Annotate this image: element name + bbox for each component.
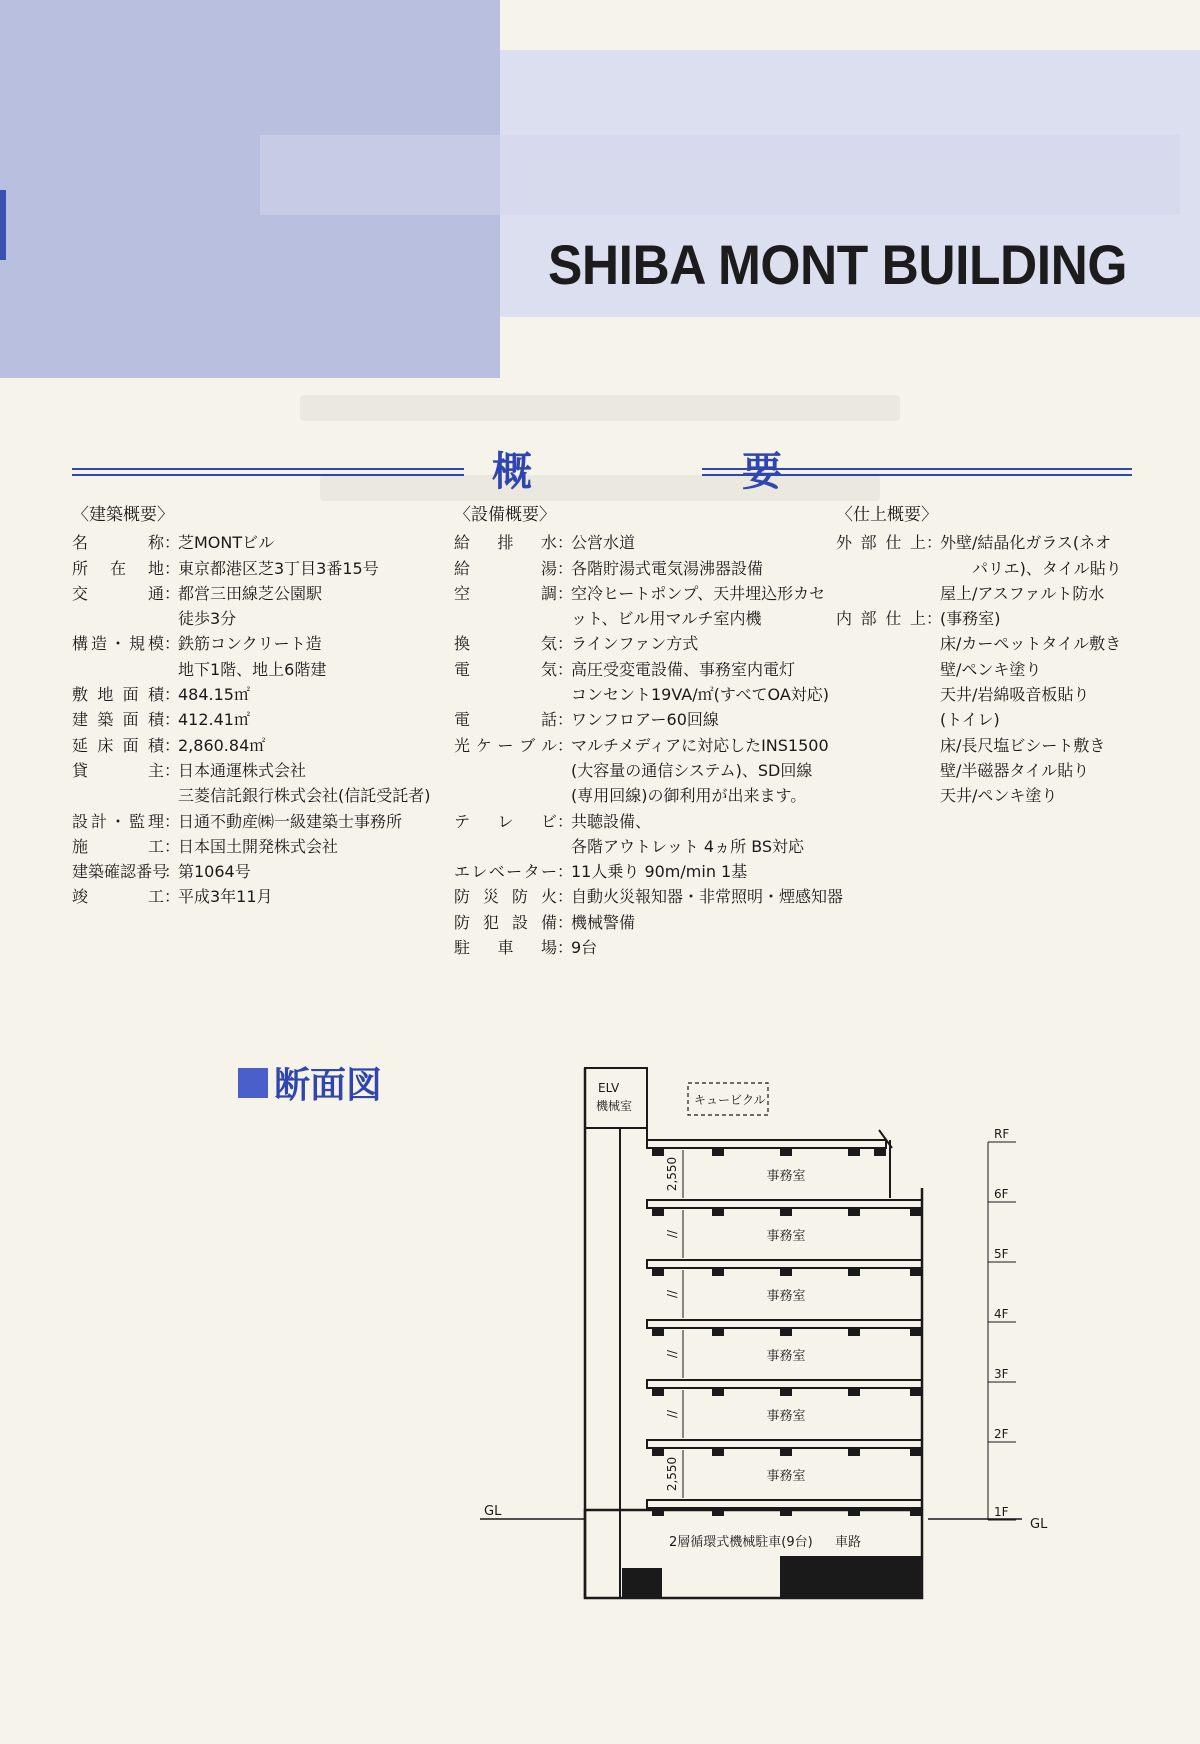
spec-colon: ： — [164, 583, 181, 603]
spec-value-continued: 床/カーペットタイル敷き — [940, 634, 1122, 654]
spec-colon: ： — [557, 634, 574, 654]
spec-colon: ： — [164, 862, 181, 882]
elv-machine-room — [585, 1068, 647, 1128]
beam — [712, 1328, 724, 1336]
height-dimension-label: // — [665, 1289, 679, 1299]
spec-label: 給 湯 — [454, 558, 557, 578]
spec-value: 日本通運株式会社 — [178, 760, 307, 780]
beam — [712, 1268, 724, 1276]
spec-label: 電 気 — [454, 659, 557, 679]
spec-value-continued: パリエ)、タイル貼り — [940, 558, 1122, 578]
spec-value: 第1064号 — [178, 862, 251, 882]
spec-colon: ： — [164, 558, 181, 578]
spec-value-continued: 徒歩3分 — [178, 609, 237, 629]
beam — [652, 1208, 664, 1216]
spec-value: 日本国土開発株式会社 — [178, 836, 339, 856]
beam — [780, 1148, 792, 1156]
spec-value: 空冷ヒートポンプ、天井埋込形カセ — [571, 583, 826, 603]
spec-colon: ： — [557, 558, 574, 578]
gl-label-right: GL — [1030, 1517, 1048, 1532]
office-room-label: 事務室 — [766, 1469, 806, 1484]
office-room-label: 事務室 — [766, 1229, 806, 1244]
floor-slab — [647, 1320, 922, 1328]
spec-colon: ： — [557, 912, 574, 932]
spec-value-continued: 天井/岩綿吸音板貼り — [940, 685, 1090, 705]
spec-value: 日通不動産㈱一級建築士事務所 — [178, 811, 403, 831]
spec-value: ワンフロアー60回線 — [571, 710, 719, 730]
height-dimension-label: // — [665, 1349, 679, 1359]
spec-label: 名 称 — [72, 533, 164, 553]
floor-label: 6F — [994, 1187, 1009, 1201]
floor-labels — [988, 1127, 1016, 1520]
cubicle-label: キュービクル — [694, 1093, 766, 1107]
office-room-label: 事務室 — [766, 1409, 806, 1424]
spec-colon: ： — [164, 760, 181, 780]
beam — [652, 1148, 664, 1156]
spec-colon: ： — [557, 811, 574, 831]
floor-slabs — [647, 1140, 922, 1516]
spec-value: (事務室) — [940, 609, 1001, 629]
spec-value-continued: 壁/ペンキ塗り — [940, 659, 1042, 679]
spec-value-continued: 三菱信託銀行株式会社(信託受託者) — [178, 786, 431, 806]
spec-value: 11人乗り 90m/min 1基 — [571, 862, 748, 882]
spec-label: 外 部 仕 上 — [836, 533, 926, 553]
building-overview-heading: 〈建築概要〉 — [72, 505, 174, 525]
spec-colon: ： — [557, 938, 574, 958]
equipment-overview-heading: 〈設備概要〉 — [454, 505, 556, 525]
floor-slab — [647, 1440, 922, 1448]
spec-value: 各階貯湯式電気湯沸器設備 — [571, 558, 764, 578]
spec-value-continued: ット、ビル用マルチ室内機 — [571, 609, 762, 629]
spec-value-continued: 屋上/アスファルト防水 — [940, 583, 1105, 603]
spec-colon: ： — [557, 533, 574, 553]
spec-label: 防 犯 設 備 — [454, 912, 557, 932]
spec-value: 鉄筋コンクリート造 — [178, 634, 322, 654]
parking-label: 2層循環式機械駐車(9台) — [669, 1535, 813, 1550]
spec-value-continued: (大容量の通信システム)、SD回線 — [571, 760, 813, 780]
spec-label: 電 話 — [454, 710, 557, 730]
beam — [910, 1208, 922, 1216]
spec-colon: ： — [164, 836, 181, 856]
heading-char: 要 — [742, 449, 782, 495]
office-room-label: 事務室 — [766, 1169, 806, 1184]
spec-colon: ： — [164, 811, 181, 831]
spec-colon: ： — [926, 533, 943, 553]
spec-label: 設 計 ・ 監 理 — [72, 811, 164, 831]
basement-fill — [780, 1556, 922, 1598]
floor-label: 5F — [994, 1247, 1009, 1261]
floor-slab — [647, 1380, 922, 1388]
spec-colon: ： — [164, 887, 181, 907]
spec-value: 2,860.84㎡ — [178, 735, 266, 755]
floor-dimensions — [665, 1150, 683, 1498]
floor-label: 4F — [994, 1307, 1009, 1321]
beam — [652, 1508, 664, 1516]
spec-value: 公営水道 — [571, 533, 636, 553]
beam — [712, 1148, 724, 1156]
beam — [652, 1328, 664, 1336]
beam — [780, 1208, 792, 1216]
spec-value: 共聴設備、 — [571, 811, 652, 831]
height-dimension-label: 2,550 — [665, 1156, 679, 1192]
spec-colon: ： — [557, 862, 574, 882]
heading-char: 概 — [492, 449, 532, 495]
spec-label: 光 ケ ー ブ ル — [454, 735, 557, 755]
spec-label: 内 部 仕 上 — [836, 609, 926, 629]
spec-value: 機械警備 — [571, 912, 636, 932]
beam — [652, 1388, 664, 1396]
beam — [910, 1388, 922, 1396]
basement-fill — [622, 1568, 662, 1598]
spec-colon: ： — [557, 887, 574, 907]
beam — [712, 1448, 724, 1456]
beam — [780, 1508, 792, 1516]
spec-label: 建 築 面 積 — [72, 710, 164, 730]
elv-label: ELV — [598, 1081, 620, 1095]
beam — [910, 1508, 922, 1516]
beam — [848, 1268, 860, 1276]
beam — [848, 1148, 860, 1156]
spec-value-continued: (トイレ) — [940, 710, 1000, 730]
spec-value-continued: 床/長尺塩ビシート敷き — [940, 735, 1106, 755]
building-title: SHIBA MONT BUILDING — [548, 233, 1127, 296]
spec-value: マルチメディアに対応したINS1500 — [571, 735, 829, 755]
spec-value: 412.41㎡ — [178, 710, 250, 730]
beam — [780, 1448, 792, 1456]
spec-colon: ： — [557, 659, 574, 679]
spec-label: 構 造 ・ 規 模 — [72, 634, 164, 654]
spec-colon: ： — [164, 685, 181, 705]
spec-colon: ： — [557, 735, 574, 755]
beam — [848, 1328, 860, 1336]
spec-label: 敷 地 面 積 — [72, 685, 164, 705]
spec-label: 延 床 面 積 — [72, 735, 164, 755]
section-diagram-title-text: 断面図 — [274, 1065, 383, 1106]
spec-value-continued: 地下1階、地上6階建 — [178, 659, 327, 679]
road-label: 車路 — [835, 1535, 862, 1550]
beam — [848, 1448, 860, 1456]
floor-slab — [647, 1500, 922, 1508]
beam — [848, 1388, 860, 1396]
spec-label: 空 調 — [454, 583, 557, 603]
spec-value-continued: (専用回線)の御利用が出来ます。 — [571, 786, 807, 806]
spec-colon: ： — [164, 710, 181, 730]
spec-value: 東京都港区芝3丁目3番15号 — [178, 558, 379, 578]
spec-label: 竣 工 — [72, 887, 164, 907]
machine-room-label: 機械室 — [596, 1099, 633, 1113]
beam — [874, 1148, 886, 1156]
beam — [910, 1268, 922, 1276]
spec-label: エ レ ベ ー タ ー — [454, 862, 557, 882]
spec-value: 都営三田線芝公園駅 — [178, 583, 323, 603]
spec-label: 給 排 水 — [454, 533, 557, 553]
office-room-label: 事務室 — [766, 1349, 806, 1364]
office-room-label: 事務室 — [766, 1289, 806, 1304]
spec-value-continued: 各階アウトレット 4ヵ所 BS対応 — [571, 836, 805, 856]
spec-value-continued: 天井/ペンキ塗り — [940, 786, 1058, 806]
spec-value-continued: 壁/半磁器タイル貼り — [940, 760, 1090, 780]
floor-label: RF — [994, 1127, 1010, 1141]
beam — [652, 1268, 664, 1276]
height-dimension-label: // — [665, 1229, 679, 1239]
floor-slab — [647, 1200, 922, 1208]
beam — [712, 1208, 724, 1216]
beam — [652, 1448, 664, 1456]
floor-slab — [647, 1260, 922, 1268]
spec-label: 貸 主 — [72, 760, 164, 780]
height-dimension-label: // — [665, 1409, 679, 1419]
spec-colon: ： — [557, 583, 574, 603]
floor-label: 3F — [994, 1367, 1009, 1381]
beam — [712, 1508, 724, 1516]
spec-value: 484.15㎡ — [178, 685, 250, 705]
spec-label: 防 災 防 火 — [454, 887, 557, 907]
beam — [712, 1388, 724, 1396]
beam — [780, 1328, 792, 1336]
beam — [910, 1328, 922, 1336]
finish-overview-heading: 〈仕上概要〉 — [836, 505, 938, 525]
spec-value: 平成3年11月 — [178, 887, 273, 907]
spec-label: 交 通 — [72, 583, 164, 603]
spec-colon: ： — [164, 735, 181, 755]
spec-value: 9台 — [571, 938, 598, 958]
spec-value: 自動火災報知器・非常照明・煙感知器 — [571, 887, 844, 907]
spec-label: 施 工 — [72, 836, 164, 856]
beam — [848, 1508, 860, 1516]
spec-label: テ レ ビ — [454, 811, 557, 831]
spec-label: 所 在 地 — [72, 558, 164, 578]
beam — [780, 1268, 792, 1276]
spec-value: ラインファン方式 — [571, 634, 699, 654]
spec-value: 高圧受変電設備、事務室内電灯 — [571, 659, 796, 679]
spec-label: 駐 車 場 — [454, 938, 557, 958]
height-dimension-label: 2,550 — [665, 1456, 679, 1492]
floor-label: 1F — [994, 1505, 1009, 1519]
spec-label: 建 築 確 認 番 号 — [72, 862, 169, 882]
spec-value-continued: コンセント19VA/㎡(すべてOA対応) — [571, 685, 830, 705]
beam — [780, 1388, 792, 1396]
spec-value: 外壁/結晶化ガラス(ネオ — [940, 533, 1112, 553]
spec-colon: ： — [926, 609, 943, 629]
floor-label: 2F — [994, 1427, 1009, 1441]
beam — [910, 1448, 922, 1456]
spec-colon: ： — [164, 634, 181, 654]
gl-label-left: GL — [484, 1504, 502, 1519]
spec-colon: ： — [557, 710, 574, 730]
beam — [848, 1208, 860, 1216]
spec-label: 換 気 — [454, 634, 557, 654]
spec-value: 芝MONTビル — [178, 533, 275, 553]
spec-colon: ： — [164, 533, 181, 553]
floor-slab — [647, 1140, 886, 1148]
